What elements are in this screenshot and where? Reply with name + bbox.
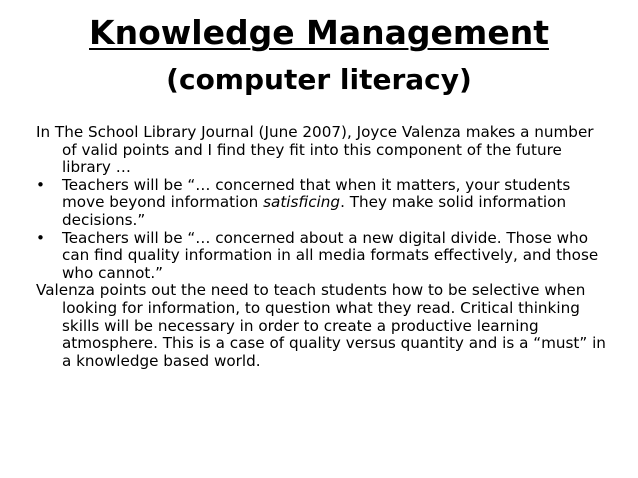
bullet-text-before: Teachers will be “… concerned that when it matters, your students move beyond information (62, 175, 571, 212)
intro-paragraph: In The School Library Journal (June 2007), Joyce Valenza makes a number of valid points and I find they fit into this component of the future library … (36, 123, 594, 177)
bullet-text-after: . They make solid information decisions.” (62, 193, 567, 229)
bullet-item (36, 230, 606, 283)
closing-paragraph: Valenza points out the need to teach students how to be selective when looking for information, to question what they read. Critical thinking skills will be necessary in order to create a productive learning atmosphere. This is a case of quality versus quantity and is a “must” in a knowledge based world. (36, 281, 606, 370)
slide-body (36, 124, 606, 370)
bullet-item (36, 177, 606, 230)
slide-subtitle: (computer literacy) (166, 63, 472, 96)
bullet-emphasis: satisficing (263, 193, 341, 212)
slide-title: Knowledge Management (89, 13, 549, 52)
bullet-marker: • (36, 175, 45, 194)
bullet-text: Teachers will be “… concerned about a new digital divide. Those who can find quality information in all media formats effectively, and those who cannot.” (62, 228, 599, 282)
bullet-marker: • (36, 228, 45, 247)
